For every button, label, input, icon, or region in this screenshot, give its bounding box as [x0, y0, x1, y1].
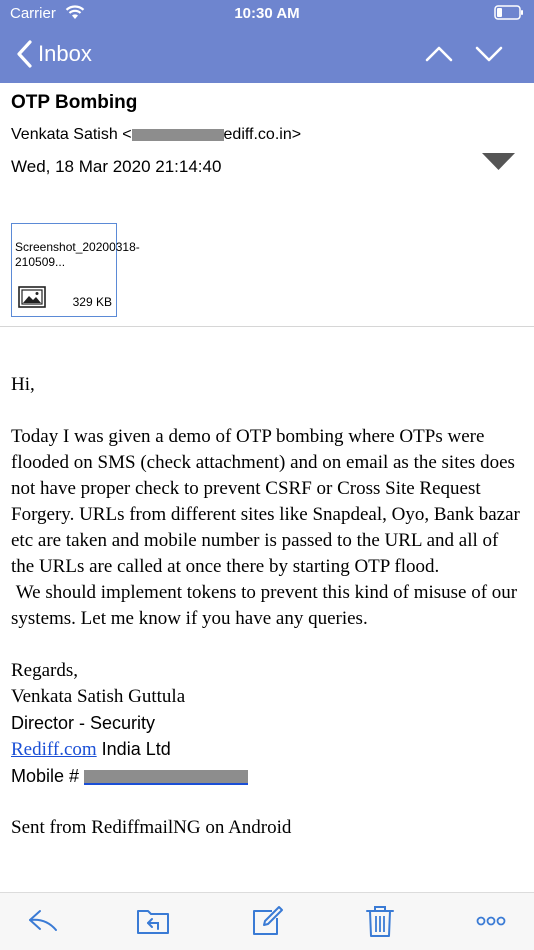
attachment-size: 329 KB [72, 295, 112, 309]
chevron-left-icon [14, 39, 34, 69]
status-bar [0, 0, 534, 28]
mobile-label: Mobile # [11, 766, 85, 786]
battery-icon [494, 5, 524, 20]
next-message-button[interactable] [474, 42, 504, 66]
header-divider [0, 326, 534, 327]
greeting: Hi, [11, 374, 35, 395]
more-icon [474, 905, 508, 937]
email-date: Wed, 18 Mar 2020 21:14:40 [11, 157, 222, 176]
signature-name: Venkata Satish Guttula [11, 686, 186, 707]
back-label: Inbox [38, 41, 92, 66]
email-sender[interactable] [11, 126, 301, 144]
image-file-icon [18, 286, 46, 308]
expand-details-icon[interactable] [482, 153, 515, 171]
signature-title: Director - Security [11, 713, 156, 733]
compose-button[interactable] [250, 905, 284, 937]
email-subject: OTP Bombing [11, 92, 138, 113]
reply-icon [26, 905, 60, 937]
body-paragraph-1: Today I was given a demo of OTP bombing where OTPs were flooded on SMS (check attachment) and on email as the sites does not have proper check to prevent CSRF or Cross Site Request Forgery. URLs from different sites like Snapdeal, Oyo, Bank bazar etc are taken and mobile number is passed to the URL and all of the URLs are called at once there by starting OTP flood. [11, 426, 520, 577]
navigation-bar [0, 0, 534, 83]
signature-company [11, 736, 526, 763]
email-body [11, 372, 526, 841]
sender-name: Venkata Satish < [11, 126, 132, 143]
company-link[interactable]: Rediff.com [11, 739, 97, 760]
move-to-folder-icon [136, 905, 170, 937]
trash-icon [363, 905, 397, 937]
back-button[interactable] [14, 38, 92, 70]
attachment-card[interactable] [11, 223, 140, 317]
redacted-phone-link[interactable] [84, 770, 248, 785]
redacted-email-block [132, 129, 224, 141]
body-paragraph-2: We should implement tokens to prevent this kind of misuse of our systems. Let me know if you have any queries. [11, 582, 522, 629]
carrier-label: Carrier [10, 5, 56, 22]
clock: 10:30 AM [234, 5, 300, 22]
move-to-folder-button[interactable] [136, 905, 170, 937]
previous-message-button[interactable] [424, 42, 454, 66]
company-rest: India Ltd [96, 739, 171, 759]
email-footer: Sent from RediffmailNG on Android [11, 817, 292, 838]
delete-button[interactable] [363, 905, 397, 937]
sender-domain: ediff.co.in> [223, 126, 302, 143]
compose-icon [250, 905, 284, 937]
more-button[interactable] [474, 905, 508, 937]
signature-mobile [11, 763, 526, 789]
attachment-name: Screenshot_20200318-210509... [15, 240, 140, 269]
reply-button[interactable] [26, 905, 60, 937]
regards: Regards, [11, 660, 79, 681]
bottom-toolbar [0, 892, 534, 950]
